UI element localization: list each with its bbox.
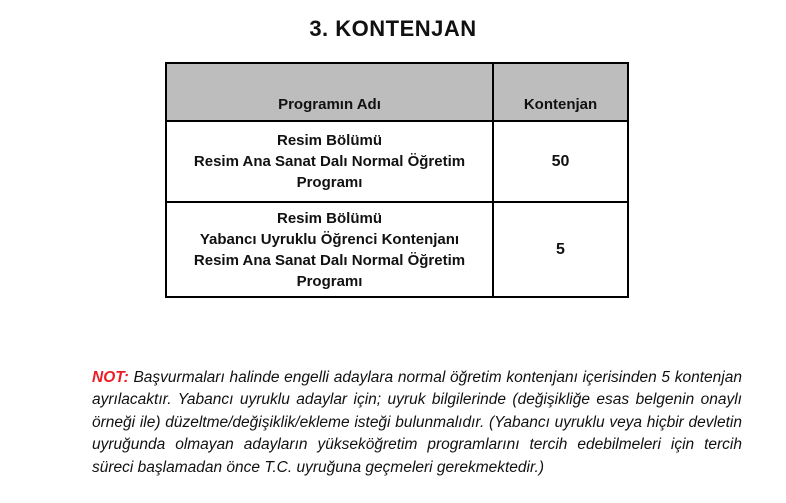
kontenjan-table xyxy=(165,62,629,298)
table-header-row xyxy=(166,63,628,121)
note xyxy=(92,367,742,480)
program-line: Resim Ana Sanat Dalı Normal Öğretim xyxy=(193,251,466,269)
program-line: Programı xyxy=(296,272,363,290)
program-line: Resim Bölümü xyxy=(276,132,382,149)
note-text: Başvurmaları halinde engelli adaylara normal öğretim kontenjanı içerisinden 5 kontenjan ayrılacaktır. Yabancı uyruklu adaylar için; uyruk bilgilerinde (değişikliğe esas belgenin onaylı örneği ile) düzeltme/değişiklik/ekleme isteği bulunmalıdır. (Yabancı uyruklu veya hiçbir devletin uyruğunda olmayan adayların yükseköğretim programlarını tercih edebilmeleri için tercih süreci başlamadan önce T.C. uyruğuna geçmeleri gerekmektedir.) xyxy=(92,368,742,476)
program-line: Resim Ana Sanat Dalı Normal Öğretim xyxy=(193,153,466,170)
kontenjan-value: 5 xyxy=(493,202,628,297)
program-line: Resim Bölümü xyxy=(276,209,382,227)
note-label: NOT: xyxy=(92,368,129,386)
program-name xyxy=(166,202,493,297)
table-header-program: Programın Adı xyxy=(166,63,493,121)
table-row xyxy=(166,202,628,297)
program-line: Programı xyxy=(296,174,363,191)
program-name xyxy=(166,121,493,202)
table-row xyxy=(166,121,628,202)
page-title: 3. KONTENJAN xyxy=(309,16,477,41)
kontenjan-value: 50 xyxy=(493,121,628,202)
table-header-kontenjan: Kontenjan xyxy=(493,63,628,121)
program-line: Yabancı Uyruklu Öğrenci Kontenjanı xyxy=(199,230,460,248)
